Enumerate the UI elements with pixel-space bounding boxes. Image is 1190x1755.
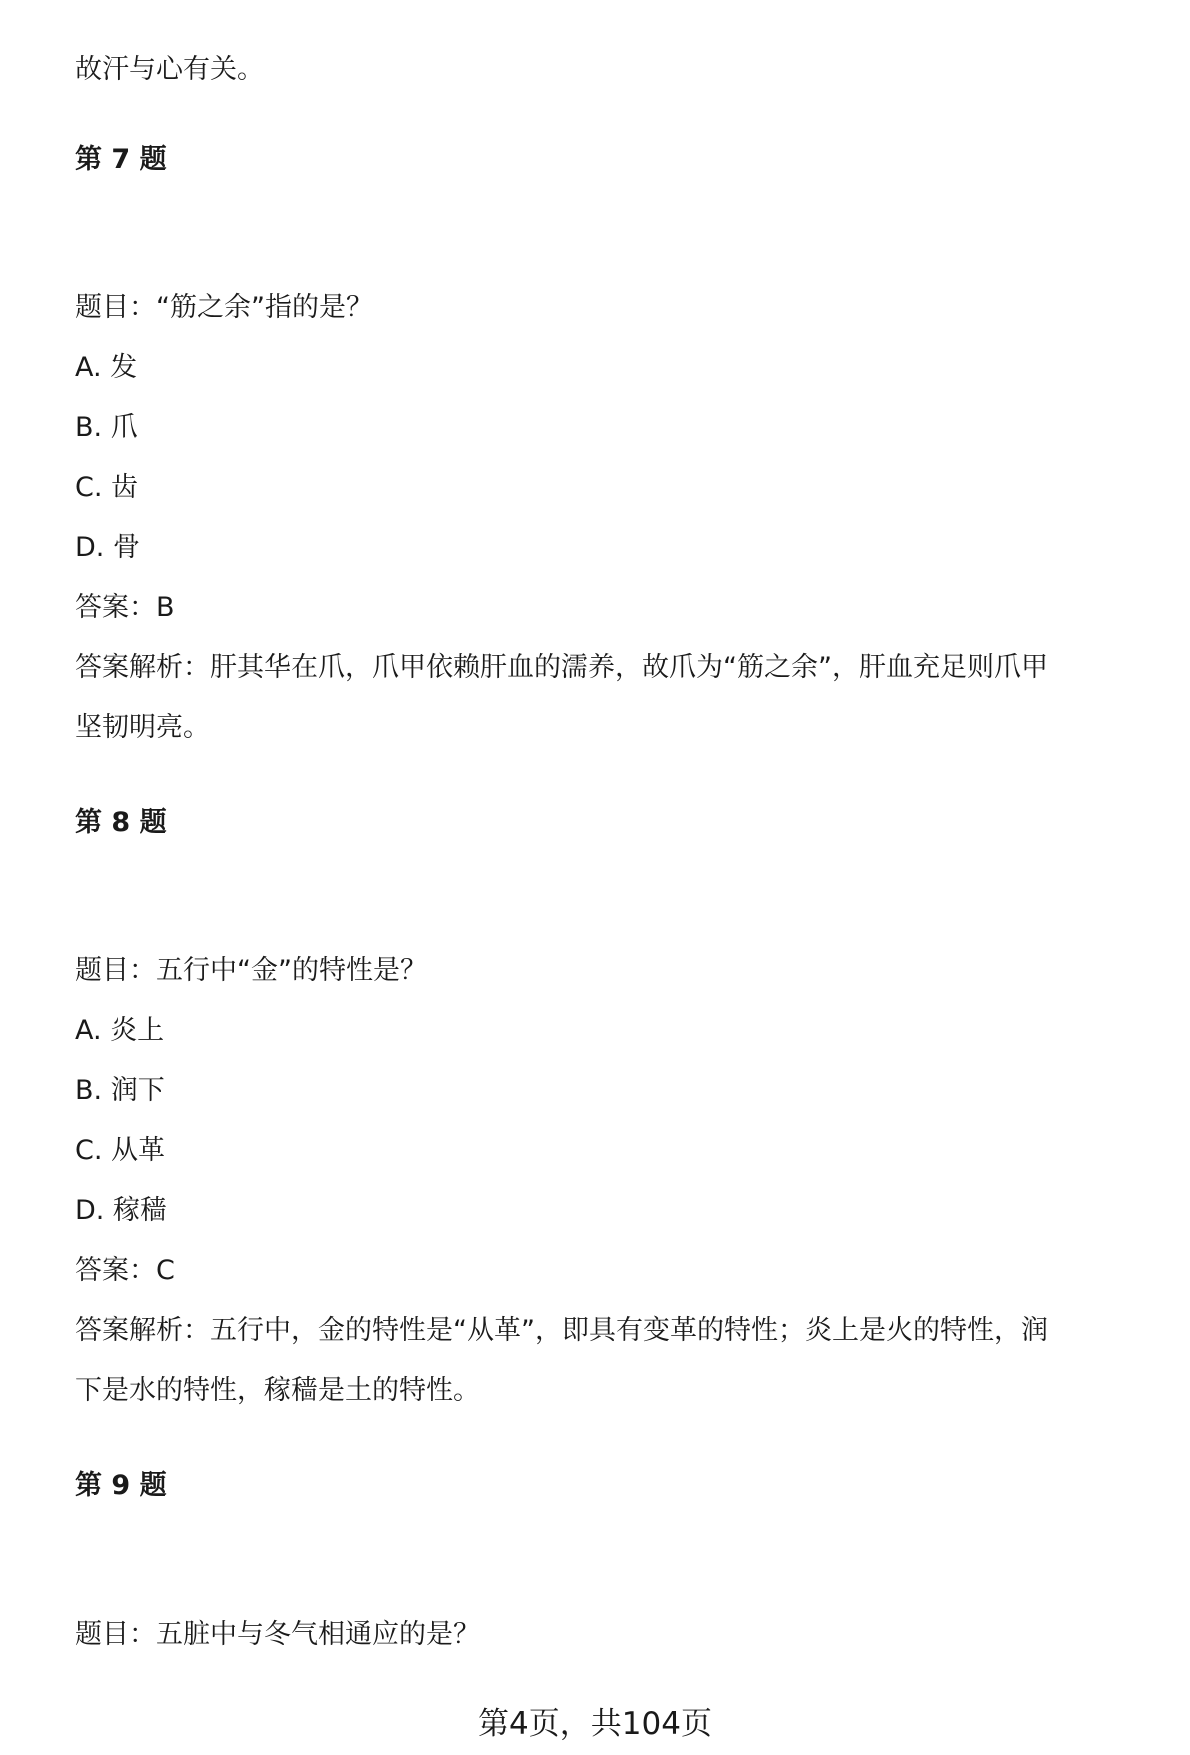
question-heading: 第 8 题	[75, 807, 167, 838]
option-a: A. 发	[75, 352, 138, 383]
question-stem: 题目：五行中“金”的特性是？	[75, 955, 427, 986]
explanation-continuation: 故汗与心有关。	[75, 54, 264, 85]
explanation-line: 答案解析：五行中，金的特性是“从革”，即具有变革的特性；炎上是火的特性，润	[75, 1315, 1048, 1346]
page-number: 第4页，共104页	[478, 1706, 712, 1742]
option-c: C. 齿	[75, 472, 139, 503]
option-a: A. 炎上	[75, 1015, 165, 1046]
option-d: D. 稼穑	[75, 1195, 167, 1226]
answer: 答案：B	[75, 592, 175, 623]
option-b: B. 润下	[75, 1075, 165, 1106]
option-d: D. 骨	[75, 532, 140, 563]
question-stem: 题目：五脏中与冬气相通应的是？	[75, 1619, 480, 1650]
option-b: B. 爪	[75, 412, 138, 443]
question-heading: 第 7 题	[75, 144, 167, 175]
explanation-line: 答案解析：肝其华在爪，爪甲依赖肝血的濡养，故爪为“筋之余”，肝血充足则爪甲	[75, 652, 1048, 683]
answer: 答案：C	[75, 1255, 175, 1286]
question-heading: 第 9 题	[75, 1470, 167, 1501]
option-c: C. 从革	[75, 1135, 166, 1166]
explanation-line: 下是水的特性，稼穑是土的特性。	[75, 1375, 480, 1406]
explanation-line: 坚韧明亮。	[75, 712, 210, 743]
question-stem: 题目：“筋之余”指的是？	[75, 292, 373, 323]
